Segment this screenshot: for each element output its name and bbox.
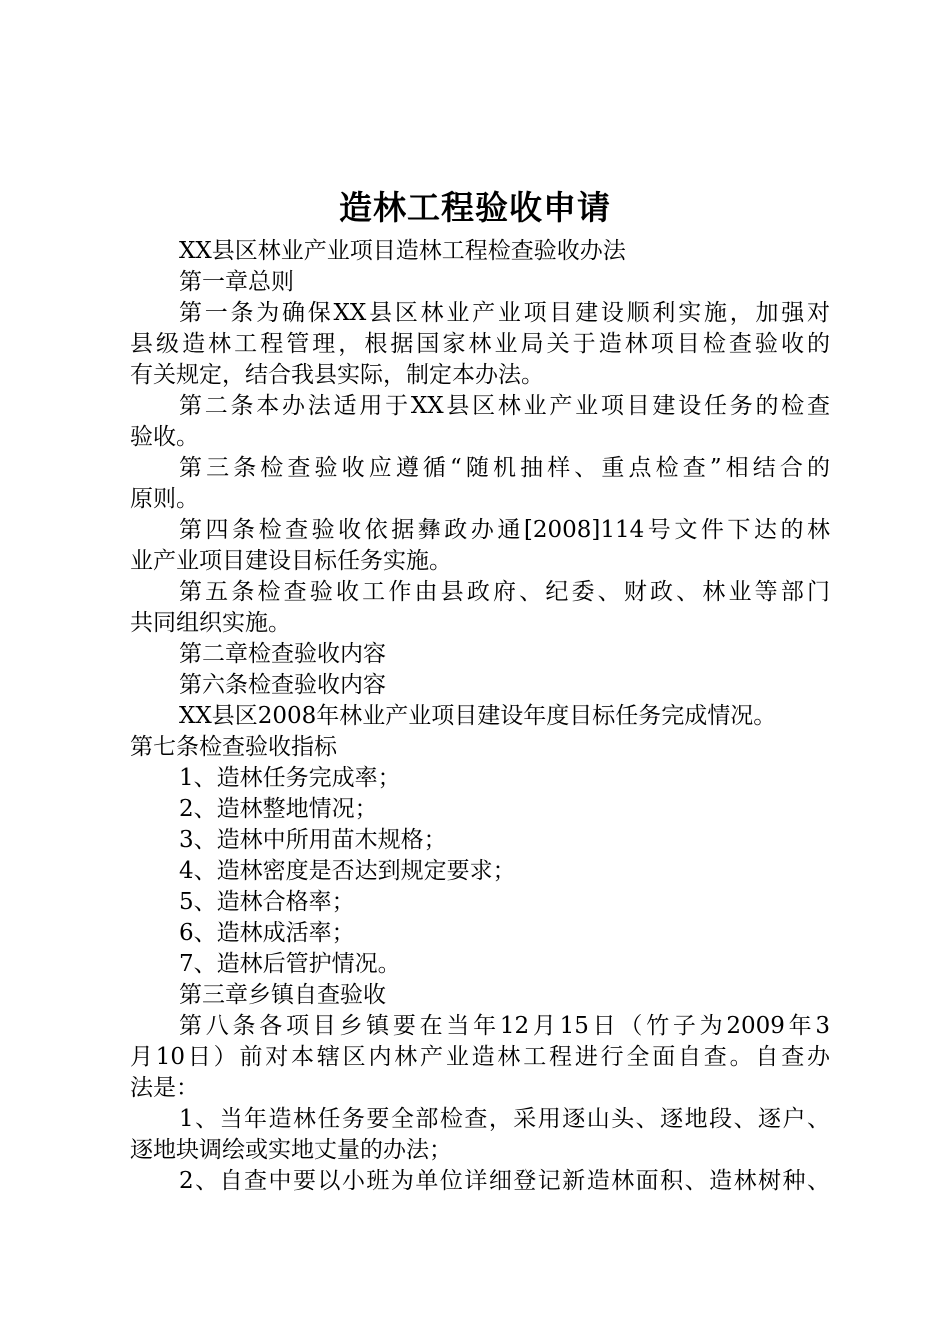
paragraph-line: XX县区2008年林业产业项目建设年度目标任务完成情况。 [179,703,777,729]
chapter-heading: 第三章乡镇自查验收 [179,982,386,1008]
list-item: 1、造林任务完成率； [179,765,401,791]
list-item: 4、造林密度是否达到规定要求； [179,858,516,884]
paragraph-line: 第四条检查验收依据彝政办通[2008]114号文件下达的林 [179,517,830,543]
list-item: 7、造林后管护情况。 [179,951,401,977]
list-item: 3、造林中所用苗木规格； [179,827,447,853]
chapter-heading: 第二章检查验收内容 [179,641,386,667]
paragraph-line: 1、当年造林任务要全部检查，采用逐山头、逐地段、逐户、 [179,1106,830,1132]
paragraph-line: 法是： [130,1075,199,1101]
document-subtitle: XX县区林业产业项目造林工程检查验收办法 [179,238,626,264]
paragraph-line: 第一条为确保XX县区林业产业项目建设顺利实施，加强对 [179,300,830,326]
paragraph-line: 第三条检查验收应遵循“随机抽样、重点检查”相结合的 [179,455,830,481]
list-item: 6、造林成活率； [179,920,355,946]
paragraph-line: 业产业项目建设目标任务实施。 [130,548,452,574]
paragraph-line: 县级造林工程管理，根据国家林业局关于造林项目检查验收的 [130,331,830,357]
paragraph-line: 第七条检查验收指标 [130,734,337,760]
document-title: 造林工程验收申请 [339,188,611,227]
list-item: 5、造林合格率； [179,889,355,915]
paragraph-line: 月10日）前对本辖区内林产业造林工程进行全面自查。自查办 [130,1044,830,1070]
paragraph-line: 共同组织实施。 [130,610,291,636]
paragraph-line: 2、自查中要以小班为单位详细登记新造林面积、造林树种、 [179,1168,830,1194]
paragraph-line: 验收。 [130,424,199,450]
list-item: 2、造林整地情况； [179,796,378,822]
paragraph-line: 原则。 [130,486,199,512]
paragraph-line: 有关规定，结合我县实际，制定本办法。 [130,362,544,388]
chapter-heading: 第一章总则 [179,269,294,295]
document-body [130,236,830,1197]
paragraph-line: 第五条检查验收工作由县政府、纪委、财政、林业等部门 [179,579,830,605]
paragraph-line: 第八条各项目乡镇要在当年12月15日（竹子为2009年3 [179,1013,830,1039]
paragraph-line: 第二条本办法适用于XX县区林业产业项目建设任务的检查 [179,393,830,419]
paragraph-line: 第六条检查验收内容 [179,672,386,698]
paragraph-line: 逐地块调绘或实地丈量的办法； [130,1137,452,1163]
